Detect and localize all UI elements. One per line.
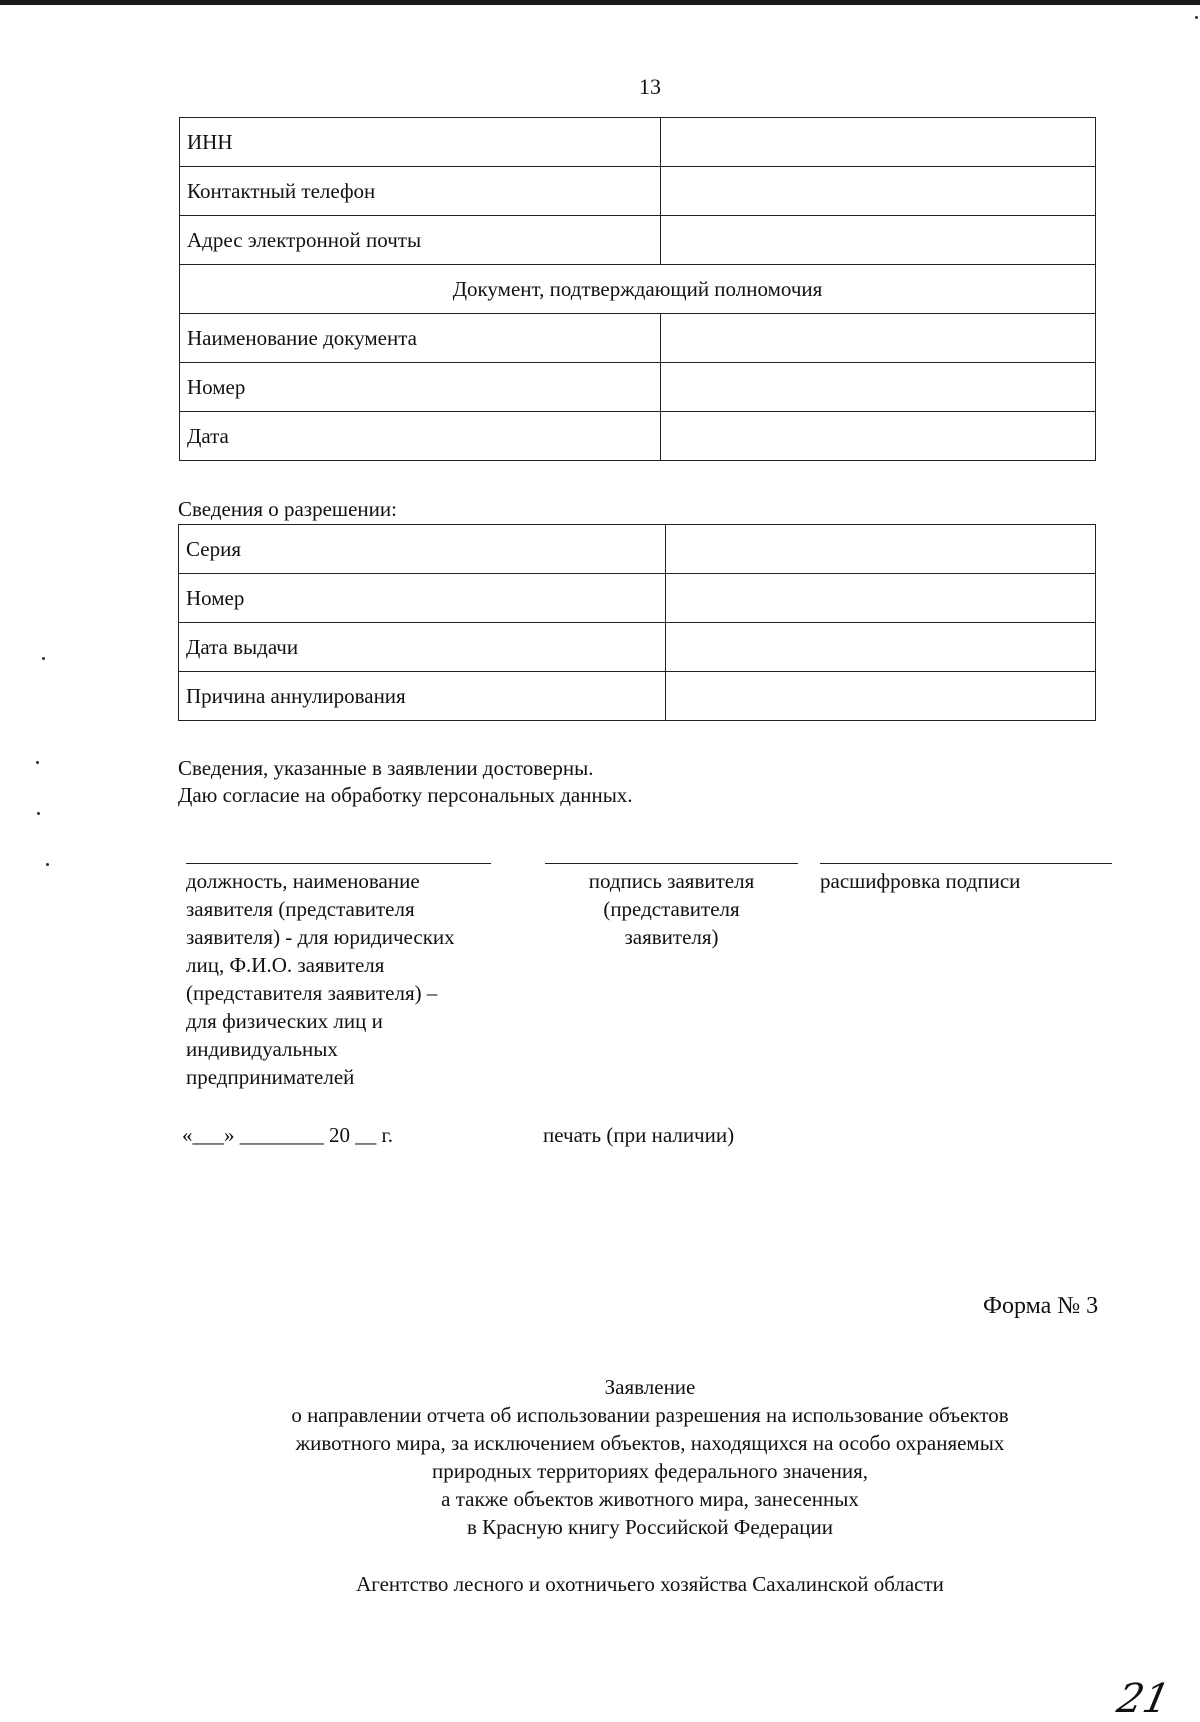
scan-speck xyxy=(36,761,39,764)
field-label-phone: Контактный телефон xyxy=(180,167,661,216)
field-value-doc-number[interactable] xyxy=(661,363,1096,412)
scan-speck xyxy=(37,812,40,815)
field-value-inn[interactable] xyxy=(661,118,1096,167)
agency-name: Агентство лесного и охотничьего хозяйства Сахалинской области xyxy=(356,1572,944,1596)
field-value-series[interactable] xyxy=(666,525,1096,574)
field-label-email: Адрес электронной почты xyxy=(180,216,661,265)
permit-table xyxy=(178,524,1096,721)
field-value-issue-date[interactable] xyxy=(666,623,1096,672)
date-line: «___» ________ 20 __ г. xyxy=(182,1123,393,1147)
field-value-cancel-reason[interactable] xyxy=(666,672,1096,721)
decode-signature-line xyxy=(820,863,1112,864)
handwritten-page-number: 21 xyxy=(1113,1676,1174,1722)
page-number: 13 xyxy=(639,74,661,99)
authority-doc-header: Документ, подтверждающий полномочия xyxy=(180,265,1096,314)
table-row xyxy=(180,216,1096,265)
table-row xyxy=(180,265,1096,314)
signature-line xyxy=(545,863,798,864)
scan-speck xyxy=(1195,16,1198,19)
scan-speck xyxy=(42,657,45,660)
field-value-doc-name[interactable] xyxy=(661,314,1096,363)
representative-table xyxy=(179,117,1096,461)
stamp-caption: печать (при наличии) xyxy=(543,1123,735,1147)
table-row xyxy=(179,623,1096,672)
field-label-issue-date: Дата выдачи xyxy=(179,623,666,672)
position-signature-line xyxy=(186,863,491,864)
scan-top-border xyxy=(0,0,1200,5)
table-row xyxy=(179,672,1096,721)
field-label-series: Серия xyxy=(179,525,666,574)
field-value-permit-number[interactable] xyxy=(666,574,1096,623)
signature-caption: подпись заявителя (представителя заявителя) xyxy=(588,869,755,949)
table-row xyxy=(180,363,1096,412)
application-title: Заявление о направлении отчета об использовании разрешения на использование объектов животного мира, за исключением объектов, находящихся на особо охраняемых природных территориях федерального значения, а также объектов животного мира, занесенных в Красную книгу Российской Федерации xyxy=(291,1375,1009,1539)
field-label-doc-name: Наименование документа xyxy=(180,314,661,363)
statement-consent: Даю согласие на обработку персональных данных. xyxy=(178,783,633,807)
table-row xyxy=(180,167,1096,216)
permit-caption: Сведения о разрешении: xyxy=(178,497,397,521)
table-row xyxy=(180,118,1096,167)
field-value-doc-date[interactable] xyxy=(661,412,1096,461)
field-value-email[interactable] xyxy=(661,216,1096,265)
table-row xyxy=(179,574,1096,623)
table-row xyxy=(180,412,1096,461)
field-label-doc-number: Номер xyxy=(180,363,661,412)
decode-caption: расшифровка подписи xyxy=(820,869,1021,893)
field-label-inn: ИНН xyxy=(180,118,661,167)
field-label-doc-date: Дата xyxy=(180,412,661,461)
table-row xyxy=(179,525,1096,574)
table-row xyxy=(180,314,1096,363)
field-label-permit-number: Номер xyxy=(179,574,666,623)
field-value-phone[interactable] xyxy=(661,167,1096,216)
scan-speck xyxy=(46,863,49,866)
statement-accuracy: Сведения, указанные в заявлении достоверны. xyxy=(178,756,594,780)
form-number: Форма № 3 xyxy=(983,1293,1099,1319)
field-label-cancel-reason: Причина аннулирования xyxy=(179,672,666,721)
position-caption: должность, наименование заявителя (представителя заявителя) - для юридических лиц, Ф.И.О. заявителя (представителя заявителя) – для физических лиц и индивидуальных предпринимателей xyxy=(186,869,455,1089)
